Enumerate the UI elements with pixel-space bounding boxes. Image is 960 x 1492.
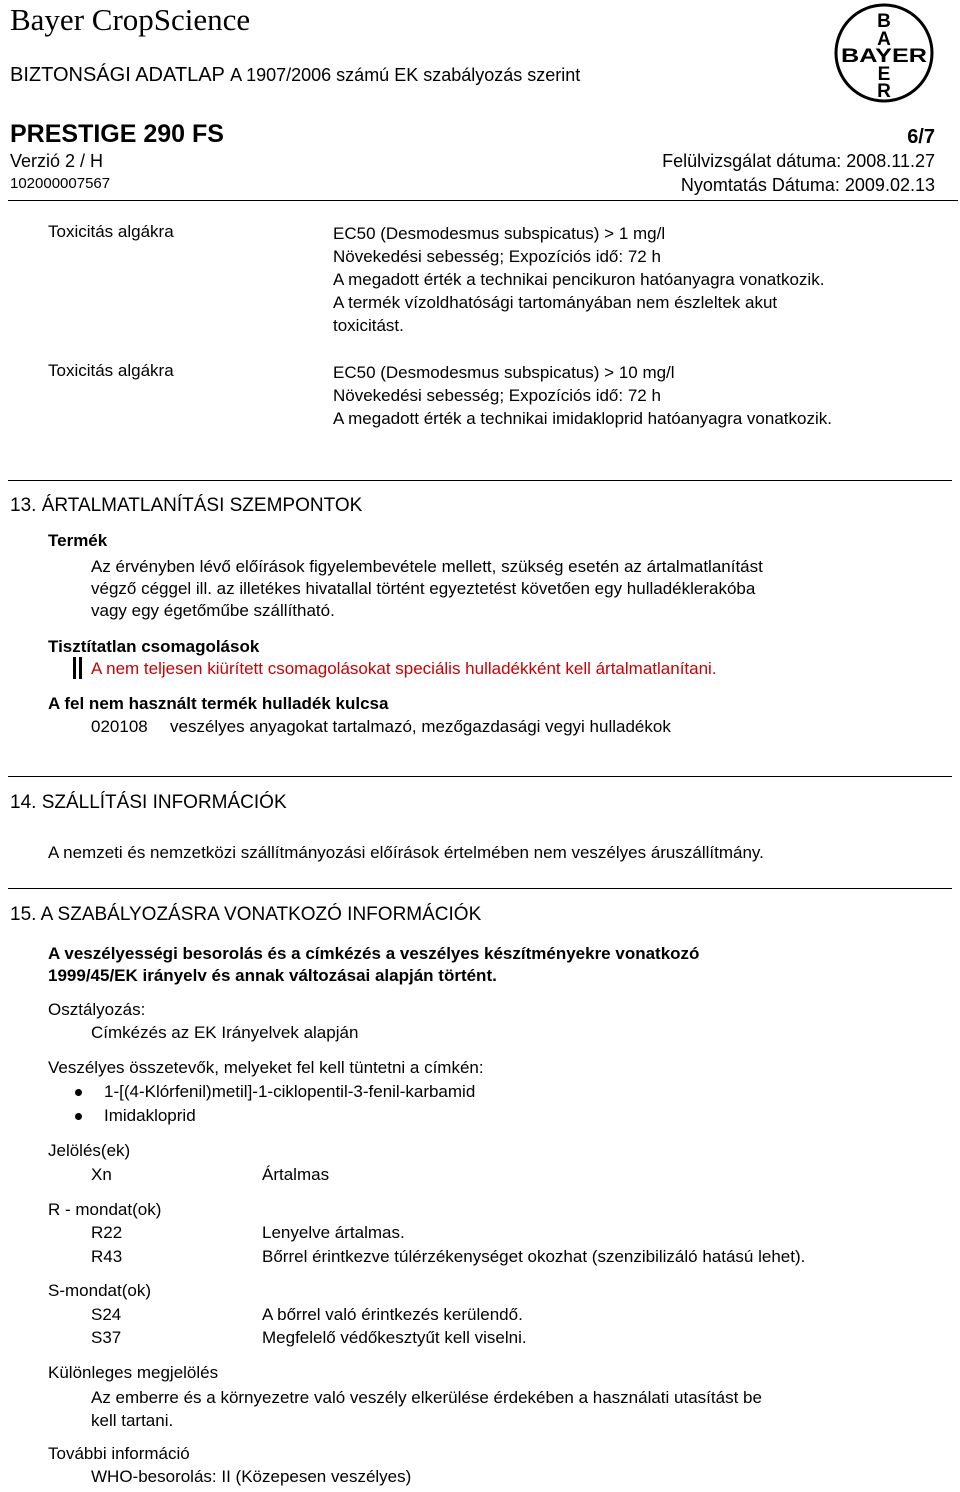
r-phrase-text: Lenyelve ártalmas. [262,1223,405,1242]
logo-letter-r: R [877,81,891,102]
section-13-title: 13. ÁRTALMATLANÍTÁSI SZEMPONTOK [10,495,363,516]
revision-date: Felülvizsgálat dátuma: 2008.11.27 [662,151,935,171]
waste-description: veszélyes anyagokat tartalmazó, mezőgazdasági vegyi hulladékok [170,717,671,736]
symbol-code: Xn [91,1165,112,1184]
packaging-text: A nem teljesen kiürített csomagolásokat speciális hulladékként kell ártalmatlanítani. [91,659,717,678]
classification-value: Címkézés az EK Irányelvek alapján [91,1023,359,1042]
print-date: Nyomtatás Dátuma: 2009.02.13 [680,175,935,195]
section-14-title: 14. SZÁLLÍTÁSI INFORMÁCIÓK [10,792,287,813]
document-title [10,64,580,87]
tox-2-line: EC50 (Desmodesmus subspicatus) > 10 mg/l [333,363,675,382]
product-line: Az érvényben lévő előírások figyelembevétele mellett, szükség esetén az ártalmatlanítást [91,557,763,576]
s-phrase-code: S24 [91,1305,122,1324]
transport-text: A nemzeti és nemzetközi szállítmányozási előírások értelmében nem veszélyes áruszállítmány. [48,843,764,862]
symbol-text: Ártalmas [262,1165,330,1184]
doc-title-sub: A 1907/2006 számú EK szabályozás szerint [230,65,581,85]
special-label: Különleges megjelölés [48,1363,219,1382]
component-item: Imidakloprid [104,1106,196,1125]
tox-1-line: EC50 (Desmodesmus subspicatus) > 1 mg/l [333,224,666,243]
tox-label-1: Toxicitás algákra [48,222,174,241]
special-text [91,1386,762,1432]
tox-values-2 [333,361,832,430]
tox-1-line: A termék vízoldhatósági tartományában nem észleltek akut [333,293,778,312]
waste-code: 020108 [91,717,148,736]
further-info-text: WHO-besorolás: II (Közepesen veszélyes) [91,1467,412,1486]
company-name: Bayer CropScience [10,2,251,37]
waste-heading: A fel nem használt termék hulladék kulcsa [48,694,389,713]
bayer-logo [833,2,935,104]
r-phrase-text: Bőrrel érintkezve túlérzékenységet okozhat (szenzibilizáló hatású lehet). [262,1247,806,1266]
basis-line: 1999/45/EK irányelv és annak változásai alapján történt. [48,966,497,985]
tox-values-1 [333,222,824,337]
bullet-icon [75,1089,82,1096]
symbols-label: Jelölés(ek) [48,1141,131,1160]
special-line: Az emberre és a környezetre való veszély elkerülése érdekében a használati utasítást be [91,1388,762,1407]
section-13-divider [8,480,952,481]
r-phrase-code: R43 [91,1247,123,1266]
r-phrases-label: R - mondat(ok) [48,1200,162,1219]
product-line: vagy egy égetőműbe szállítható. [91,601,335,620]
product-heading: Termék [48,531,108,550]
change-bar [73,657,83,679]
logo-letter-e: E [877,64,891,85]
tox-1-line: Növekedési sebesség; Expozíciós idő: 72 h [333,247,661,266]
tox-label-2: Toxicitás algákra [48,361,174,380]
tox-2-line: A megadott érték a technikai imidakloprid hatóanyagra vonatkozik. [333,409,832,428]
components-label: Veszélyes összetevők, melyeket fel kell tüntetni a címkén: [48,1058,484,1077]
document-code: 102000007567 [10,175,111,192]
special-line: kell tartani. [91,1411,174,1430]
s-phrase-code: S37 [91,1328,122,1347]
doc-title-main: BIZTONSÁGI ADATLAP [10,64,225,86]
version: Verzió 2 / H [10,151,104,171]
basis-line: A veszélyességi besorolás és a címkézés a veszélyes készítményekre vonatkozó [48,944,700,963]
page-number: 6/7 [907,126,935,148]
further-info-label: További információ [48,1444,190,1463]
logo-letter-b: B [877,11,891,32]
section-15-divider [8,888,952,889]
component-item: 1-[(4-Klórfenil)metil]-1-ciklopentil-3-fenil-karbamid [104,1082,476,1101]
classification-label: Osztályozás: [48,1000,146,1019]
s-phrase-text: Megfelelő védőkesztyűt kell viselni. [262,1328,527,1347]
section-15-title: 15. A SZABÁLYOZÁSRA VONATKOZÓ INFORMÁCIÓK [10,904,482,925]
tox-1-line: toxicitást. [333,316,404,335]
product-disposal-text [91,556,763,622]
logo-horizontal: BAYER [841,46,928,67]
logo-letter-a: A [877,29,891,50]
tox-2-line: Növekedési sebesség; Expozíciós idő: 72 h [333,386,661,405]
tox-1-line: A megadott érték a technikai pencikuron hatóanyagra vonatkozik. [333,270,825,289]
packaging-heading: Tisztítatlan csomagolások [48,637,260,656]
header-divider [8,200,958,201]
product-line: végző céggel ill. az illetékes hivatallal történt egyeztetést követően egy hulladéklerakóba [91,579,756,598]
s-phrases-label: S-mondat(ok) [48,1281,151,1300]
r-phrase-code: R22 [91,1223,123,1242]
bullet-icon [75,1113,82,1120]
classification-basis [48,943,699,987]
product-name: PRESTIGE 290 FS [10,120,224,148]
section-14-divider [8,776,952,777]
s-phrase-text: A bőrrel való érintkezés kerülendő. [262,1305,523,1324]
